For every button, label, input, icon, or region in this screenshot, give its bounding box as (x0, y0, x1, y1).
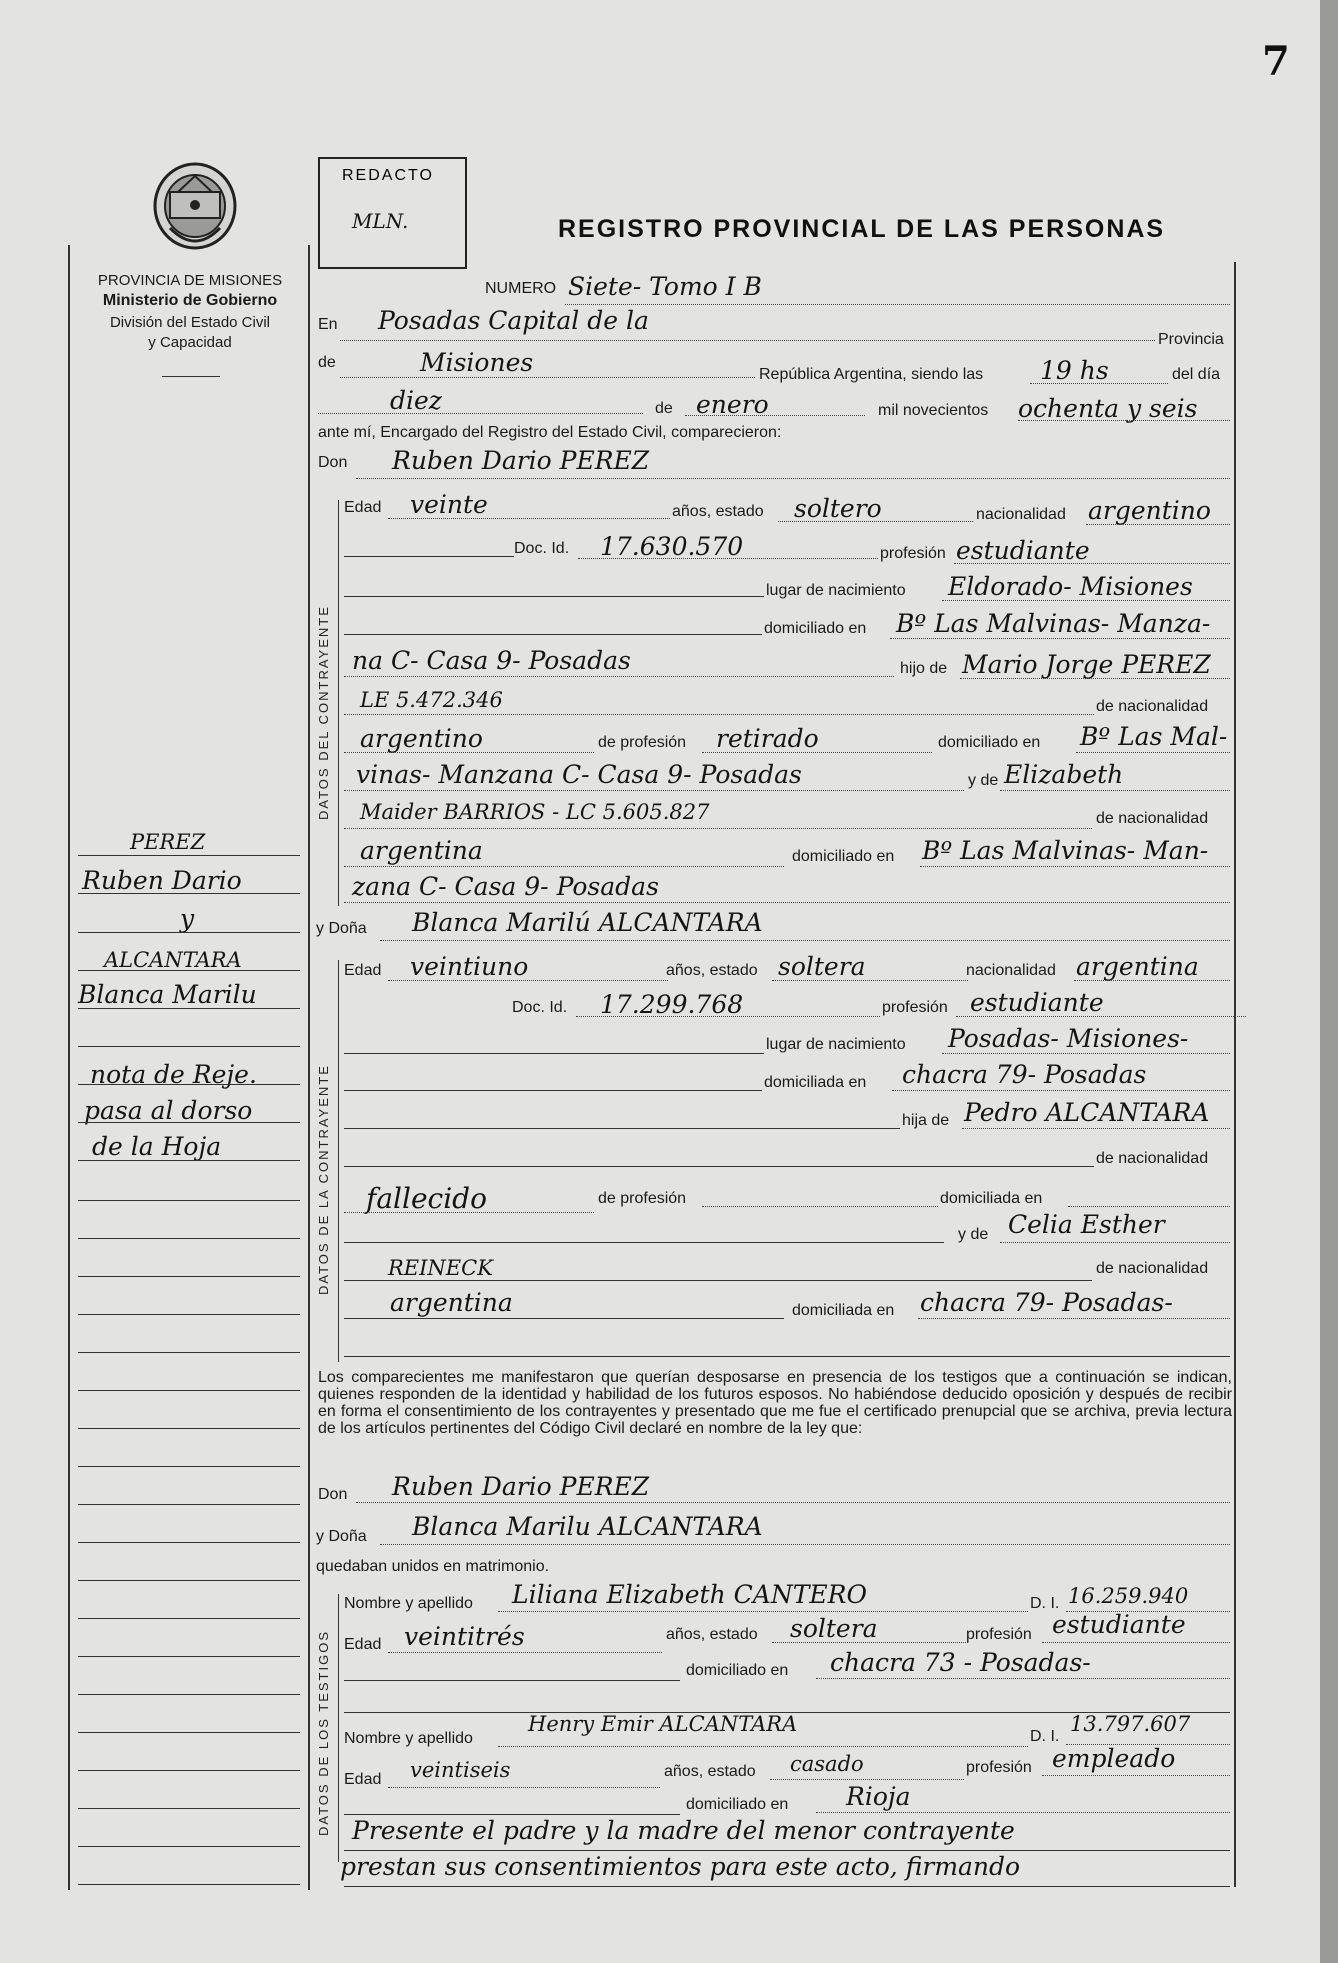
c2-padre-dom-line (1068, 1206, 1230, 1207)
c1-padre-value: Mario Jorge PEREZ (962, 650, 1211, 679)
c1-lugar-prefix-line (344, 596, 764, 597)
t2-edad-line (388, 1787, 660, 1788)
c2-padre-nac-line (344, 1166, 1094, 1167)
c1-padre-nac: argentino (360, 724, 483, 753)
don-label: Don (318, 454, 348, 471)
de2-label: de (655, 400, 673, 417)
c2-padre-prof-line (702, 1206, 938, 1207)
margin-rule (78, 1656, 300, 1657)
margin-rule (78, 1580, 300, 1581)
left-margin-border (68, 245, 70, 1890)
ante-mi-text: ante mí, Encargado del Registro del Estado Civil, comparecieron: (318, 424, 782, 441)
c2-anios-estado-label: años, estado (666, 962, 758, 979)
page-number: 7 (1262, 38, 1290, 85)
c1-estado-value: soltero (794, 494, 882, 523)
c2-madre-dom-label: domiciliada en (792, 1302, 895, 1319)
margin-rule (78, 1046, 300, 1047)
testigos-section-label: DATOS DE LOS TESTIGOS (316, 1630, 331, 1836)
margin-note-line-1: nota de Reje. (90, 1060, 257, 1089)
header-divider (162, 376, 220, 377)
en-label: En (318, 316, 338, 333)
capacity-label: y Capacidad (148, 334, 232, 351)
document-title: REGISTRO PROVINCIAL DE LAS PERSONAS (558, 215, 1166, 243)
margin-rule (78, 1428, 300, 1429)
margin-rule (78, 1390, 300, 1391)
margin-rule (78, 1122, 300, 1123)
margin-rule (78, 893, 300, 894)
c1-anios-estado-label: años, estado (672, 503, 764, 520)
c2-domiciliada-label-2: domiciliada en (940, 1190, 1043, 1207)
numero-line (565, 304, 1230, 305)
t2-edad-label: Edad (344, 1771, 382, 1788)
c1-madre-value-b: Maider BARRIOS - LC 5.605.827 (360, 800, 710, 824)
dona-line (380, 940, 1230, 941)
c1-dom-line (890, 638, 1230, 639)
c1-nacionalidad-label: nacionalidad (976, 506, 1066, 523)
c2-madre-nac-line (344, 1318, 784, 1319)
t2-anios-estado-label: años, estado (664, 1763, 756, 1780)
t2-profesion-label: profesión (966, 1759, 1032, 1776)
t1-nombre-label: Nombre y apellido (344, 1595, 473, 1612)
ministry-label: Ministerio de Gobierno (102, 292, 278, 309)
c1-domiciliado-label: domiciliado en (764, 620, 867, 637)
margin-rule (78, 970, 300, 971)
c1-domicilio-value-b: na C- Casa 9- Posadas (352, 646, 631, 675)
final-don-line (356, 1502, 1230, 1503)
margin-name-2: Blanca Marilu (78, 980, 257, 1009)
c1-hijo-label: hijo de (900, 660, 948, 677)
t2-note-line-1-rule (344, 1850, 1230, 1851)
c2-hija-prefix-line (344, 1128, 900, 1129)
c2-edad-value: veintiuno (410, 952, 529, 981)
final-dona-label: y Doña (316, 1528, 367, 1545)
c2-y-de-prefix-line (344, 1242, 944, 1243)
t2-di-value: 13.797.607 (1070, 1712, 1191, 1736)
redacto-label: REDACTO (342, 167, 434, 184)
margin-rule (78, 1808, 300, 1809)
en-value: Posadas Capital de la (378, 306, 649, 335)
c2-domicilio-value: chacra 79- Posadas (902, 1060, 1147, 1089)
c2-dom-line (892, 1090, 1230, 1091)
margin-rule (78, 1504, 300, 1505)
c2-lugar-line (942, 1053, 1230, 1054)
declaration-paragraph: Los comparecientes me manifestaron que querían desposarse en presencia de los testigos que a continuación se indican, quienes responden de la identidad y habilidad de los futuros esposos. No habiéndose deducido oposición y después de recibir en forma el consentimiento de los contrayentes y presentado que me fue el certificado prenupcial que se archiva, previa lectura de los artículos pertinentes del Código Civil declaré en nombre de la ley que: (318, 1369, 1232, 1437)
t1-dom-prefix-line (344, 1680, 680, 1681)
t1-di-value: 16.259.940 (1068, 1584, 1189, 1608)
de-label: de (318, 354, 336, 371)
anio-value: ochenta y seis (1018, 394, 1198, 423)
t2-note-line-2-rule (344, 1886, 1230, 1887)
c2-edad-label: Edad (344, 962, 382, 979)
c2-lugar-prefix-line (344, 1053, 764, 1054)
margin-rule (78, 1846, 300, 1847)
redacto-initials: MLN. (352, 209, 409, 233)
t2-nombre-value: Henry Emir ALCANTARA (528, 1712, 798, 1736)
t2-estado-line (770, 1779, 964, 1780)
margin-rule (78, 1008, 300, 1009)
c1-dom2-line (344, 676, 894, 677)
margin-name-1: Ruben Dario (82, 866, 242, 895)
de-line (340, 377, 755, 378)
c2-padre-line (962, 1128, 1230, 1129)
c2-hija-label: hija de (902, 1112, 950, 1129)
mil-label: mil novecientos (878, 402, 989, 419)
c1-profesion-value: estudiante (956, 536, 1090, 565)
c2-domiciliada-label: domiciliada en (764, 1074, 867, 1091)
provincia-label: Provincia (1158, 331, 1224, 348)
c2-de-nacionalidad-label: de nacionalidad (1096, 1150, 1209, 1167)
testigos-bracket (338, 1594, 339, 1862)
c1-madre-de-nacionalidad-label: de nacionalidad (1096, 810, 1209, 827)
c1-madre-dom-a: Bº Las Malvinas- Man- (922, 836, 1209, 865)
c2-y-de-label: y de (958, 1226, 989, 1243)
t2-estado-value: casado (790, 1752, 864, 1776)
margin-rule (78, 1160, 300, 1161)
c1-padre-dom2-line (344, 790, 964, 791)
c2-lugar-label: lugar de nacimiento (766, 1036, 906, 1053)
t1-edad-label: Edad (344, 1636, 382, 1653)
final-don-label: Don (318, 1486, 348, 1503)
c1-padre-prof: retirado (716, 724, 819, 753)
numero-label: NUMERO (485, 280, 557, 297)
center-divider (308, 245, 310, 1890)
c2-padre-value: Pedro ALCANTARA (964, 1098, 1210, 1127)
t2-nombre-line (498, 1746, 1028, 1747)
margin-rule (78, 1276, 300, 1277)
margin-rule (78, 1542, 300, 1543)
c1-padre-dom-a: Bº Las Mal- (1080, 722, 1228, 751)
t1-dom-line (816, 1678, 1230, 1679)
t1-profesion-value: estudiante (1052, 1610, 1186, 1639)
c1-madre-line (1000, 790, 1230, 791)
c1-padre-doc-line (344, 714, 1094, 715)
t1-profesion-line (1042, 1642, 1230, 1643)
margin-rule (78, 1238, 300, 1239)
coat-of-arms-seal (148, 158, 242, 258)
c1-padre-dom-line (1076, 752, 1230, 753)
c2-nacionalidad-value: argentina (1076, 952, 1199, 981)
contrayente-2-bracket (338, 960, 339, 1362)
en-line (340, 340, 1155, 341)
c1-madre-value-a: Elizabeth (1004, 760, 1124, 789)
t1-anios-estado-label: años, estado (666, 1626, 758, 1643)
t2-dom-line (816, 1812, 1230, 1813)
testigos-note-line-2: prestan sus consentimientos para este acto, firmando (340, 1852, 1021, 1881)
t2-profesion-value: empleado (1052, 1744, 1176, 1773)
margin-surname-1: PEREZ (130, 830, 206, 854)
c1-madre-nac: argentina (360, 836, 483, 865)
c2-end-line (344, 1356, 1230, 1357)
c2-dom-prefix-line (344, 1090, 762, 1091)
margin-surname-2: ALCANTARA (104, 948, 242, 972)
t2-domicilio-value: Rioja (846, 1782, 911, 1811)
c2-madre-dom: chacra 79- Posadas- (920, 1288, 1173, 1317)
final-dona-value: Blanca Marilu ALCANTARA (412, 1512, 763, 1541)
don-line (356, 478, 1230, 479)
c2-madre-value-a: Celia Esther (1008, 1210, 1165, 1239)
margin-note-line-3: de la Hoja (92, 1132, 222, 1161)
republica-label: República Argentina, siendo las (759, 366, 984, 383)
c2-madre-de-nacionalidad-label: de nacionalidad (1096, 1260, 1209, 1277)
c2-madre2-line (344, 1280, 1092, 1281)
del-dia-label: del día (1172, 366, 1221, 383)
de-value: Misiones (420, 348, 534, 377)
c1-madre-dom-line (920, 866, 1230, 867)
margin-rule (78, 1884, 300, 1885)
c1-madre-dom2-line (344, 902, 1230, 903)
dona-label: y Doña (316, 920, 367, 937)
c1-de-profesion-label: de profesión (598, 734, 687, 751)
c1-madre-dom-b: zana C- Casa 9- Posadas (352, 872, 659, 901)
t1-edad-value: veintitrés (404, 1622, 525, 1651)
dia-line (318, 413, 643, 414)
contrayente-1-bracket (338, 500, 339, 906)
margin-rule (78, 1466, 300, 1467)
division-label: División del Estado Civil (109, 314, 271, 331)
c2-doc-label: Doc. Id. (512, 999, 568, 1016)
c1-y-de-label: y de (968, 772, 999, 789)
c2-de-profesion-label: de profesión (598, 1190, 687, 1207)
c2-madre-nac: argentina (390, 1288, 513, 1317)
margin-rule (78, 1770, 300, 1771)
c1-padre-doc: LE 5.472.346 (360, 688, 503, 712)
c1-edad-label: Edad (344, 499, 382, 516)
c2-nacionalidad-label: nacionalidad (966, 962, 1056, 979)
c2-padre-status: fallecido (366, 1182, 487, 1215)
t2-edad-value: veintiseis (410, 1758, 511, 1782)
t2-domiciliado-label: domiciliado en (686, 1796, 789, 1813)
c1-doc-value: 17.630.570 (600, 532, 744, 561)
contrayente-2-section-label: DATOS DE LA CONTRAYENTE (316, 1064, 331, 1295)
c2-profesion-label: profesión (882, 999, 948, 1016)
c2-profesion-value: estudiante (970, 988, 1104, 1017)
final-don-value: Ruben Dario PEREZ (392, 1472, 650, 1501)
margin-rule (78, 1200, 300, 1201)
right-border (1234, 262, 1236, 1887)
dia-value: diez (390, 386, 442, 415)
c1-madre2-line (344, 828, 1092, 829)
c1-madre-dom-label: domiciliado en (792, 848, 895, 865)
c1-doc-label: Doc. Id. (514, 540, 570, 557)
c1-domiciliado-label-2: domiciliado en (938, 734, 1041, 751)
dona-value: Blanca Marilú ALCANTARA (412, 908, 763, 937)
t1-di-label: D. I. (1030, 1595, 1060, 1612)
t1-domicilio-value: chacra 73 - Posadas- (830, 1648, 1091, 1677)
margin-rule (78, 1084, 300, 1085)
final-dona-line (380, 1544, 1230, 1545)
c2-doc-value: 17.299.768 (600, 990, 744, 1019)
c1-edad-value: veinte (410, 490, 488, 519)
province-label: PROVINCIA DE MISIONES (97, 272, 283, 289)
t1-nombre-value: Liliana Elizabeth CANTERO (512, 1580, 867, 1609)
c1-padre-dom-b: vinas- Manzana C- Casa 9- Posadas (356, 760, 802, 789)
c1-de-nacionalidad-label: de nacionalidad (1096, 698, 1209, 715)
c2-madre-line (1000, 1242, 1230, 1243)
t2-dom-prefix-line (344, 1814, 680, 1815)
margin-rule (78, 855, 300, 856)
quedaban-text: quedaban unidos en matrimonio. (316, 1558, 550, 1575)
c2-lugar-value: Posadas- Misiones- (948, 1024, 1189, 1053)
t1-profesion-label: profesión (966, 1626, 1032, 1643)
margin-rule (78, 932, 300, 933)
c2-madre-dom-line (918, 1318, 1230, 1319)
t1-domiciliado-label: domiciliado en (686, 1662, 789, 1679)
c2-madre-value-b: REINECK (388, 1256, 493, 1280)
margin-and: y (180, 904, 195, 933)
c1-nacionalidad-value: argentino (1088, 496, 1211, 525)
margin-rule (78, 1694, 300, 1695)
margin-rule (78, 1352, 300, 1353)
t2-di-label: D. I. (1030, 1728, 1060, 1745)
t1-estado-value: soltera (790, 1614, 878, 1643)
c1-dom-prefix-line (344, 634, 762, 635)
testigos-note-line-1: Presente el padre y la madre del menor contrayente (352, 1816, 1015, 1845)
contrayente-1-section-label: DATOS DEL CONTRAYENTE (316, 605, 331, 820)
c1-lugar-value: Eldorado- Misiones (948, 572, 1193, 601)
don-value: Ruben Dario PEREZ (392, 446, 650, 475)
margin-note-line-2: pasa al dorso (84, 1096, 253, 1125)
c1-lugar-label: lugar de nacimiento (766, 582, 906, 599)
redacto-box (318, 157, 467, 269)
t2-nombre-label: Nombre y apellido (344, 1730, 473, 1747)
t1-nombre-line (498, 1611, 1028, 1612)
mes-value: enero (696, 390, 769, 419)
c1-madre-nac-line (344, 866, 784, 867)
c1-doc-prefix-line (344, 556, 514, 557)
c1-domicilio-value-a: Bº Las Malvinas- Manza- (896, 609, 1211, 638)
margin-rule (78, 1314, 300, 1315)
hora-value: 19 hs (1040, 356, 1109, 385)
margin-rule (78, 1732, 300, 1733)
numero-value: Siete- Tomo I B (568, 272, 762, 301)
margin-rule (78, 1618, 300, 1619)
c1-profesion-label: profesión (880, 545, 946, 562)
c2-estado-value: soltera (778, 952, 866, 981)
t2-profesion-line (1042, 1775, 1230, 1776)
t1-edad-line (388, 1652, 662, 1653)
